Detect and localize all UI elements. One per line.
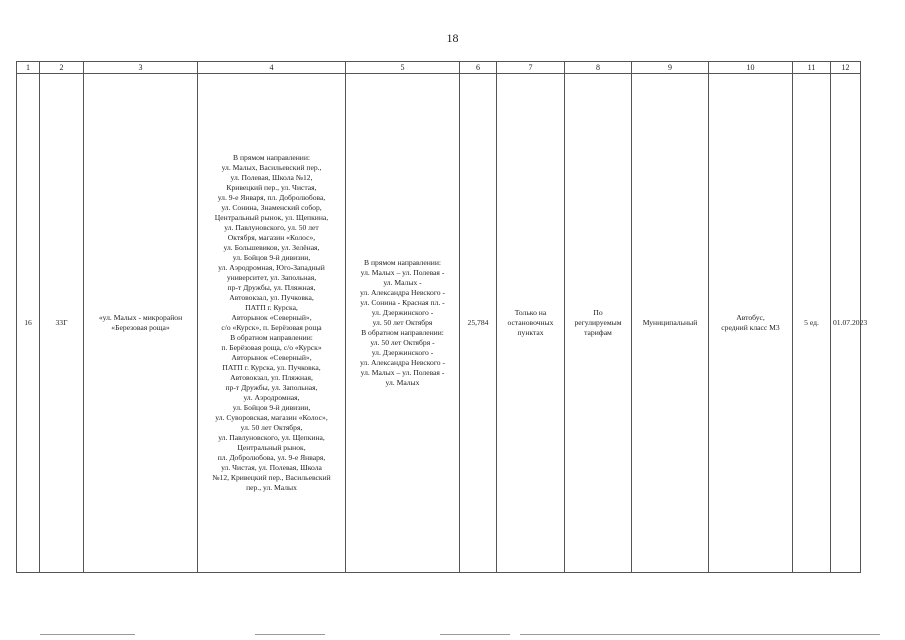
carrier-type: Муниципальный	[632, 74, 709, 573]
header-cell: 5	[346, 62, 460, 74]
bottom-divider	[255, 634, 325, 635]
route-table	[16, 61, 868, 573]
vehicle-quantity: 5 ед.	[793, 74, 831, 573]
header-cell: 11	[793, 62, 831, 74]
route-roads: В прямом направлении: ул. Малых – ул. Полевая - ул. Малых - ул. Александра Невского - ул. Сонина - Красная пл. - ул. Дзержинского - ул. 50 лет Октября В обратном направлении: ул. 50 лет Октября - ул. Дзержинского - ул. Александра Невского - ул. Малых – ул. Полевая - ул. Малых	[346, 74, 460, 573]
bottom-divider	[40, 634, 135, 635]
row-number: 16	[17, 74, 40, 573]
tariff-type: По регулируемым тарифам	[565, 74, 632, 573]
bottom-divider	[440, 634, 510, 635]
header-row	[17, 62, 861, 74]
header-cell: 1	[17, 62, 40, 74]
route-name: «ул. Малых - микрорайон «Березовая роща»	[84, 74, 198, 573]
start-date: 01.07.2023	[831, 74, 861, 573]
table-row	[17, 74, 861, 573]
header-cell: 7	[497, 62, 565, 74]
header-cell: 10	[709, 62, 793, 74]
bottom-divider	[520, 634, 880, 635]
header-cell: 4	[198, 62, 346, 74]
header-cell: 12	[831, 62, 861, 74]
route-number: 33Г	[40, 74, 84, 573]
header-cell: 9	[632, 62, 709, 74]
header-cell: 8	[565, 62, 632, 74]
header-cell: 6	[460, 62, 497, 74]
route-streets: В прямом направлении: ул. Малых, Васильевский пер., ул. Полевая, Школа №12, Кривецкий пер., ул. Чистая, ул. 9-е Января, пл. Добролюбова, ул. Сонина, Знаменский собор, Центральный рынок, ул. Щепкина, ул. Павлуновского, ул. 50 лет Октября, магазин «Колос», ул. Большевиков, ул. Зелёная, ул. Бойцов 9-й дивизии, ул. Аэродромная, Юго-Западный университет, ул. Запольная, пр-т Дружбы, ул. Пляжная, Автовокзал, ул. Пучковка, ПАТП г. Курска, Авторынок «Северный», с/о «Курск», п. Берёзовая роща В обратном направлении: п. Берёзовая роща, с/о «Курск» Авторынок «Северный», ПАТП г. Курска, ул. Пучковка, Автовокзал, ул. Пляжная, пр-т Дружбы, ул. Запольная, ул. Аэродромная, ул. Бойцов 9-й дивизии, ул. Суворовская, магазин «Колос», ул. 50 лет Октября, ул. Павлуновского, ул. Щепкина, Центральный рынок, пл. Добролюбова, ул. 9-е Января, ул. Чистая, ул. Полевая, Школа №12, Кривецкий пер., Васильевский пер., ул. Малых	[198, 74, 346, 573]
route-length: 25,784	[460, 74, 497, 573]
page-number: 18	[446, 31, 459, 45]
header-cell: 3	[84, 62, 198, 74]
vehicle-class: Автобус, средний класс М3	[709, 74, 793, 573]
stop-procedure: Только на остановочных пунктах	[497, 74, 565, 573]
header-cell: 2	[40, 62, 84, 74]
